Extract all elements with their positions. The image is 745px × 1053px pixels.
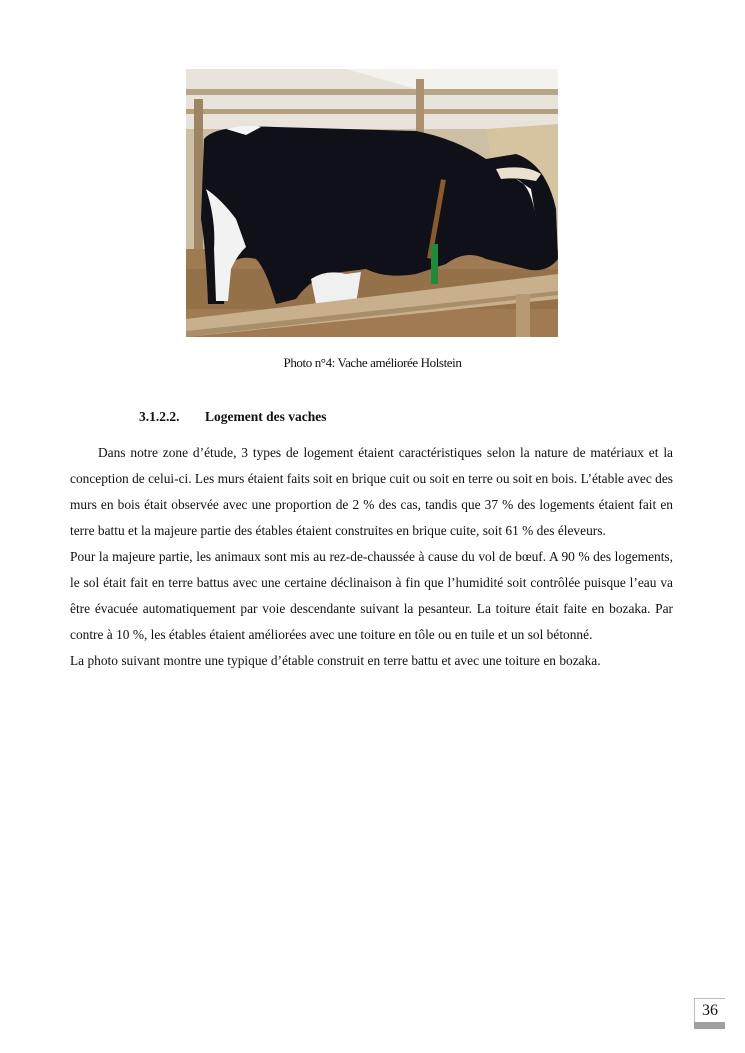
page-number: 36 bbox=[694, 998, 725, 1022]
paragraph: Dans notre zone d’étude, 3 types de logement étaient caractéristiques selon la nature de matériaux et la conception de celui-ci. Les murs étaient faits soit en brique cuit ou soit en terre ou soit en bois. L’étable avec des murs en bois était observée avec une proportion de 2 % des cas, tandis que 37 % des logements étaient fait en terre battu et la majeure partie des étables étaient construites en brique cuite, soit 61 % des éleveurs. bbox=[70, 445, 674, 538]
paragraph: Pour la majeure partie, les animaux sont mis au rez-de-chaussée à cause du vol de bœuf. A 90 % des logements, le sol était fait en terre battus avec une certaine déclinaison à fin que l’humidité soit contrôlée puisque l’eau va être évacuée automatiquement par voie descendante suivant la pesanteur. La toiture était faite en bozaka. Par contre à 10 %, les étables étaient améliorées avec une toiture en tôle ou en tuile et un sol bétonné. bbox=[70, 549, 673, 642]
body-text bbox=[70, 440, 673, 674]
figure-caption: Photo n°4: Vache améliorée Holstein bbox=[283, 355, 462, 370]
section-number: 3.1.2.2. bbox=[139, 409, 180, 424]
paragraph: La photo suivant montre une typique d’étable construit en terre battu et avec une toiture en bozaka. bbox=[70, 653, 601, 668]
cow-photo bbox=[186, 69, 558, 337]
section-heading bbox=[139, 409, 327, 425]
section-title: Logement des vaches bbox=[205, 409, 327, 424]
page-number-bar bbox=[694, 1022, 725, 1029]
